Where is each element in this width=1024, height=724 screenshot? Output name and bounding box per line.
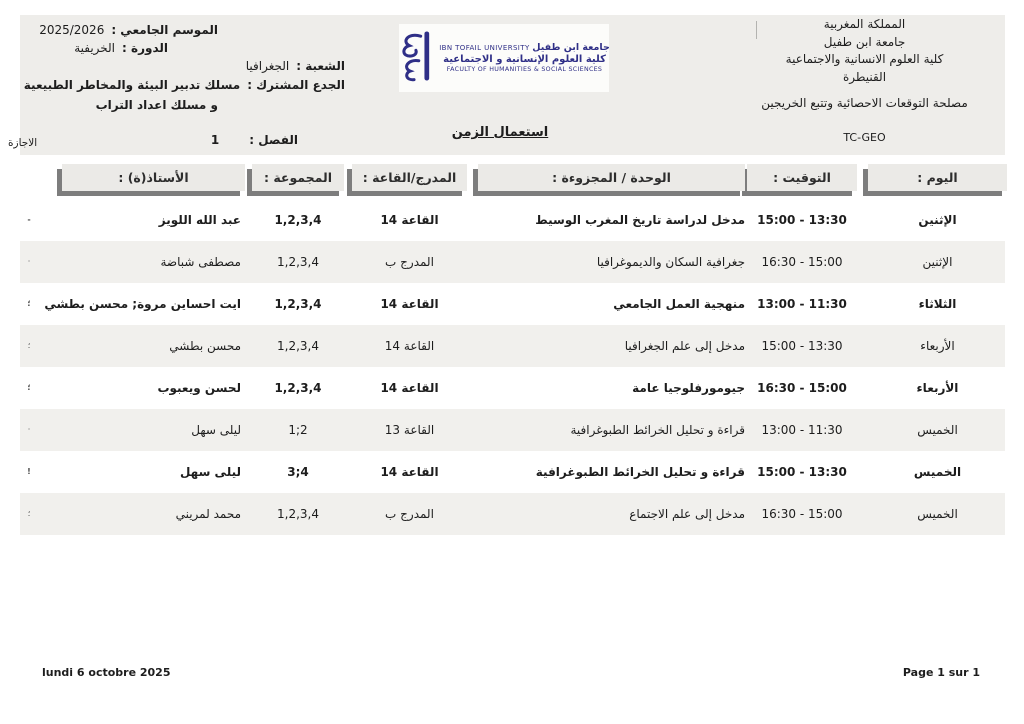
session-value: الخريفية (74, 41, 116, 55)
cell-time: 16:30 - 15:00 (757, 381, 847, 395)
cell-professor: لحسن ويعبوب (157, 381, 241, 395)
cell-group: 1,2,3,4 (277, 339, 319, 353)
degree-label: الاجازة (8, 137, 38, 149)
cell-time: 13:00 - 11:30 (761, 423, 843, 437)
edge-mark: · (27, 257, 31, 266)
cell-unit: مدخل إلى علم الاجتماع (629, 507, 745, 521)
service-line: مصلحة التوقعات الاحصائية وتتبع الخريجين (761, 96, 968, 110)
cell-unit: جيومورفلوجيا عامة (632, 381, 745, 395)
cell-room: القاعة 14 (380, 381, 439, 395)
cell-group: 1,2,3,4 (274, 381, 322, 395)
branch-label: الشعبة : (296, 59, 345, 73)
university-logo (399, 24, 609, 92)
table-row (20, 325, 1005, 367)
cell-professor: ليلى سهل (179, 465, 241, 479)
branch-line (246, 59, 345, 73)
column-header-day: اليوم : (868, 164, 1007, 191)
season-value: 2025/2026 (39, 23, 105, 37)
table-row (20, 451, 1005, 493)
column-header-time: التوقيت : (747, 164, 857, 191)
edge-mark: ؛ (27, 299, 31, 308)
edge-mark: ! (27, 467, 31, 476)
core-line (24, 78, 345, 92)
cell-professor: عبد الله اللويز (158, 213, 241, 227)
page-title: استعمال الزمن (451, 125, 549, 140)
column-header-unit: الوحدة / المجزوءة : (478, 164, 745, 191)
logo-text (439, 42, 610, 74)
edge-mark: ؛ (27, 341, 31, 350)
cell-unit: قراءة و تحليل الخرائط الطبوغرافية (535, 465, 745, 479)
kingdom-line: المملكة المغربية (823, 17, 906, 31)
cell-group: 1,2,3,4 (274, 213, 322, 227)
cell-professor: مصطفى شباضة (160, 255, 241, 269)
faculty-line: كلية العلوم الانسانية والاجتماعية (785, 52, 944, 66)
cell-time: 15:00 - 13:30 (757, 465, 847, 479)
table-row (20, 409, 1005, 451)
cell-day: الأربعاء (920, 339, 955, 353)
table-row (20, 241, 1005, 283)
cell-group: 1;2 (288, 423, 308, 437)
cell-unit: قراءة و تحليل الخرائط الطبوغرافية (570, 423, 745, 437)
footer-page-number: Page 1 sur 1 (902, 666, 980, 679)
edge-mark: · (27, 425, 31, 434)
table-row (20, 493, 1005, 535)
city-line: القنيطرة (842, 69, 887, 84)
core-line-2 (96, 98, 218, 112)
core-value-2: و مسلك اعداد التراب (95, 98, 218, 112)
session-label: الدورة : (122, 41, 168, 55)
core-value: مسلك تدبير البيئة والمخاطر الطبيعية (23, 78, 241, 92)
timetable-rows (20, 199, 1005, 535)
core-label: الجدع المشترك : (247, 78, 345, 92)
edge-mark: ؛ (27, 383, 31, 392)
university-logo-icon (398, 27, 432, 89)
cell-professor: محمد لمريني (175, 507, 241, 521)
cell-day: الخميس (913, 465, 962, 479)
cell-room: المدرج ب (385, 255, 434, 269)
cell-group: 1,2,3,4 (277, 255, 319, 269)
university-line: جامعة ابن طفيل (823, 34, 906, 49)
cell-unit: منهجية العمل الجامعي (613, 297, 745, 311)
table-row (20, 367, 1005, 409)
cell-time: 15:00 - 13:30 (757, 213, 847, 227)
column-header-room: المدرج/القاعة : (352, 164, 467, 191)
season-line (39, 23, 218, 37)
season-label: الموسم الجامعي : (111, 23, 218, 37)
cell-group: 3;4 (287, 465, 309, 479)
edge-mark: ؛ (27, 509, 31, 518)
semester-value: 1 (210, 133, 220, 147)
cell-room: القاعة 14 (380, 213, 439, 227)
cell-unit: مدخل إلى علم الجغرافيا (624, 339, 745, 353)
cell-room: القاعة 13 (384, 423, 435, 437)
session-line (74, 41, 168, 55)
cell-room: القاعة 14 (384, 339, 435, 353)
edge-mark: - (27, 215, 31, 224)
cell-time: 16:30 - 15:00 (761, 255, 843, 269)
cell-day: الإثنين (918, 213, 957, 227)
column-header-professor: الأستاذ(ة) : (62, 164, 245, 191)
logo-title-line: IBN TOFAIL UNIVERSITY جامعة ابن طفيل (439, 41, 610, 53)
cell-unit: جغرافية السكان والديموغرافيا (596, 255, 745, 269)
cell-group: 1,2,3,4 (277, 507, 319, 521)
cell-room: القاعة 14 (380, 465, 439, 479)
cell-room: المدرج ب (385, 507, 434, 521)
cell-day: الثلاثاء (918, 297, 957, 311)
cell-day: الأربعاء (916, 381, 959, 395)
branch-value: الجغرافيا (245, 59, 290, 73)
column-header-group: المجموعة : (252, 164, 344, 191)
program-code: TC-GEO (843, 130, 886, 144)
cell-day: الخميس (917, 423, 958, 437)
table-row (20, 283, 1005, 325)
cell-time: 16:30 - 15:00 (761, 507, 843, 521)
table-row (20, 199, 1005, 241)
logo-faculty-en: FACULTY OF HUMANITIES & SOCIAL SCIENCES (446, 66, 603, 74)
semester-label: الفصل : (249, 133, 298, 147)
cell-professor: ايت احساين مروة; محسن بطشي (44, 297, 241, 311)
cell-professor: ليلى سهل (191, 423, 241, 437)
semester-line (211, 133, 298, 147)
institution-block (742, 16, 987, 146)
cell-room: القاعة 14 (380, 297, 439, 311)
cell-professor: محسن بطشي (169, 339, 241, 353)
cell-time: 13:00 - 11:30 (757, 297, 847, 311)
cell-day: الخميس (917, 507, 958, 521)
footer-date: lundi 6 octobre 2025 (42, 666, 171, 679)
cell-time: 15:00 - 13:30 (761, 339, 843, 353)
logo-faculty-ar: كلية العلوم الإنسانية و الاجتماعية (443, 53, 606, 65)
cell-group: 1,2,3,4 (274, 297, 322, 311)
cell-day: الإثنين (922, 255, 953, 269)
cell-unit: مدخل لدراسة تاريخ المغرب الوسيط (535, 213, 745, 227)
